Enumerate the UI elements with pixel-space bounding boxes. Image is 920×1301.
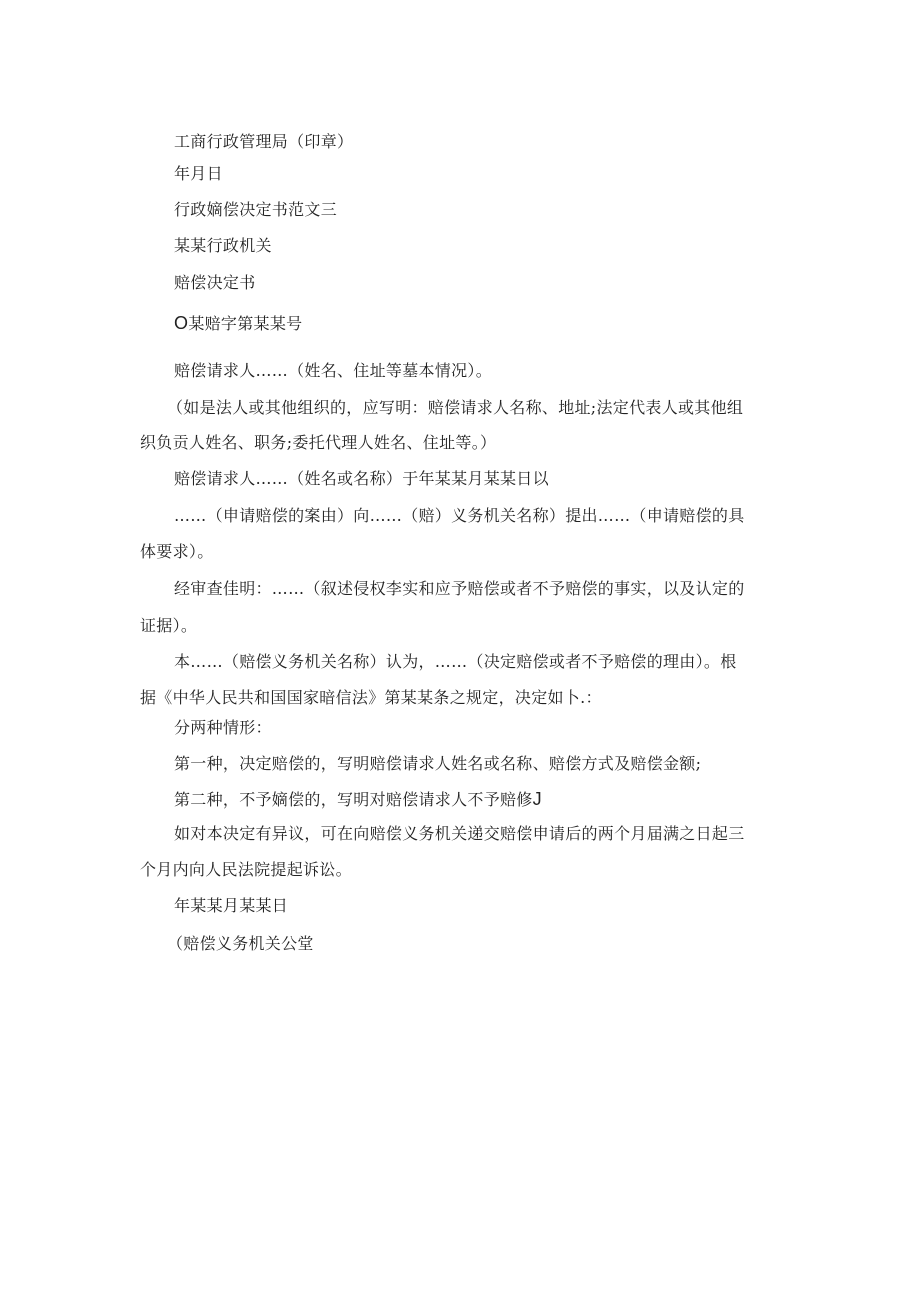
case-two-text: 第二种，不予嫡偿的，写明对赔偿请求人不予赔修 [174,790,533,809]
claim-paragraph-2: ……（申请赔偿的案由）向……（赔）义务机关名称）提出……（申请赔偿的具 [174,506,745,525]
sample-title: 行政嫡偿决定书范文三 [174,200,338,219]
findings-2: 证据）。 [140,616,198,635]
appeal-notice-1: 如对本决定有异议，可在向赔偿义务机关递交赔偿申请后的两个月届满之日起三 [174,824,745,843]
decision-date: 年某某月某某日 [174,896,289,915]
issuer-seal-line: 工商行政管理局（印章） [174,132,354,151]
claimant-info: 赔偿请求人……（姓名、住址等墓本情况）。 [174,361,493,380]
agency-name: 某某行政机关 [174,236,272,255]
appeal-notice-2: 个月内向人民法院提起诉讼。 [140,860,352,879]
findings-1: 经审查佳明：……（叙述侵权李实和应予赔偿或者不予赔偿的事实，以及认定的 [174,579,745,598]
case-number [174,313,302,334]
case-two-end-glyph: J [532,789,542,809]
case-two [174,789,542,810]
reasoning-1: 本……（赔偿义务机关名称）认为，……（决定赔偿或者不予赔偿的理由）。根 [174,652,737,671]
reasoning-2: 据《中华人民共和国国家暗信法》第某某条之规定，决定如卜.： [140,688,602,707]
legal-person-note-2: 织负贡人姓名、职务;委托代理人姓名、住址等。） [140,433,497,452]
date-line: 年月日 [174,164,223,183]
claim-paragraph-1: 赔偿请求人……（姓名或名称）于年某某月某某日以 [174,469,549,488]
agency-seal: （赔偿义务机关公堂 [167,934,314,953]
case-number-text: 某赔字第某某号 [188,314,303,333]
claim-paragraph-3: 体要求）。 [140,542,214,561]
decision-title: 赔偿决定书 [174,273,256,292]
legal-person-note-1: （如是法人或其他组织的，应写明：赔偿请求人名称、地址;法定代表人或其他组 [167,398,744,417]
case-number-prefix: O [174,313,189,333]
case-one: 第一种，决定赔偿的，写明赔偿请求人姓名或名称、赔偿方式及赔偿金额; [174,754,702,773]
two-cases-heading: 分两种情形： [174,718,272,737]
